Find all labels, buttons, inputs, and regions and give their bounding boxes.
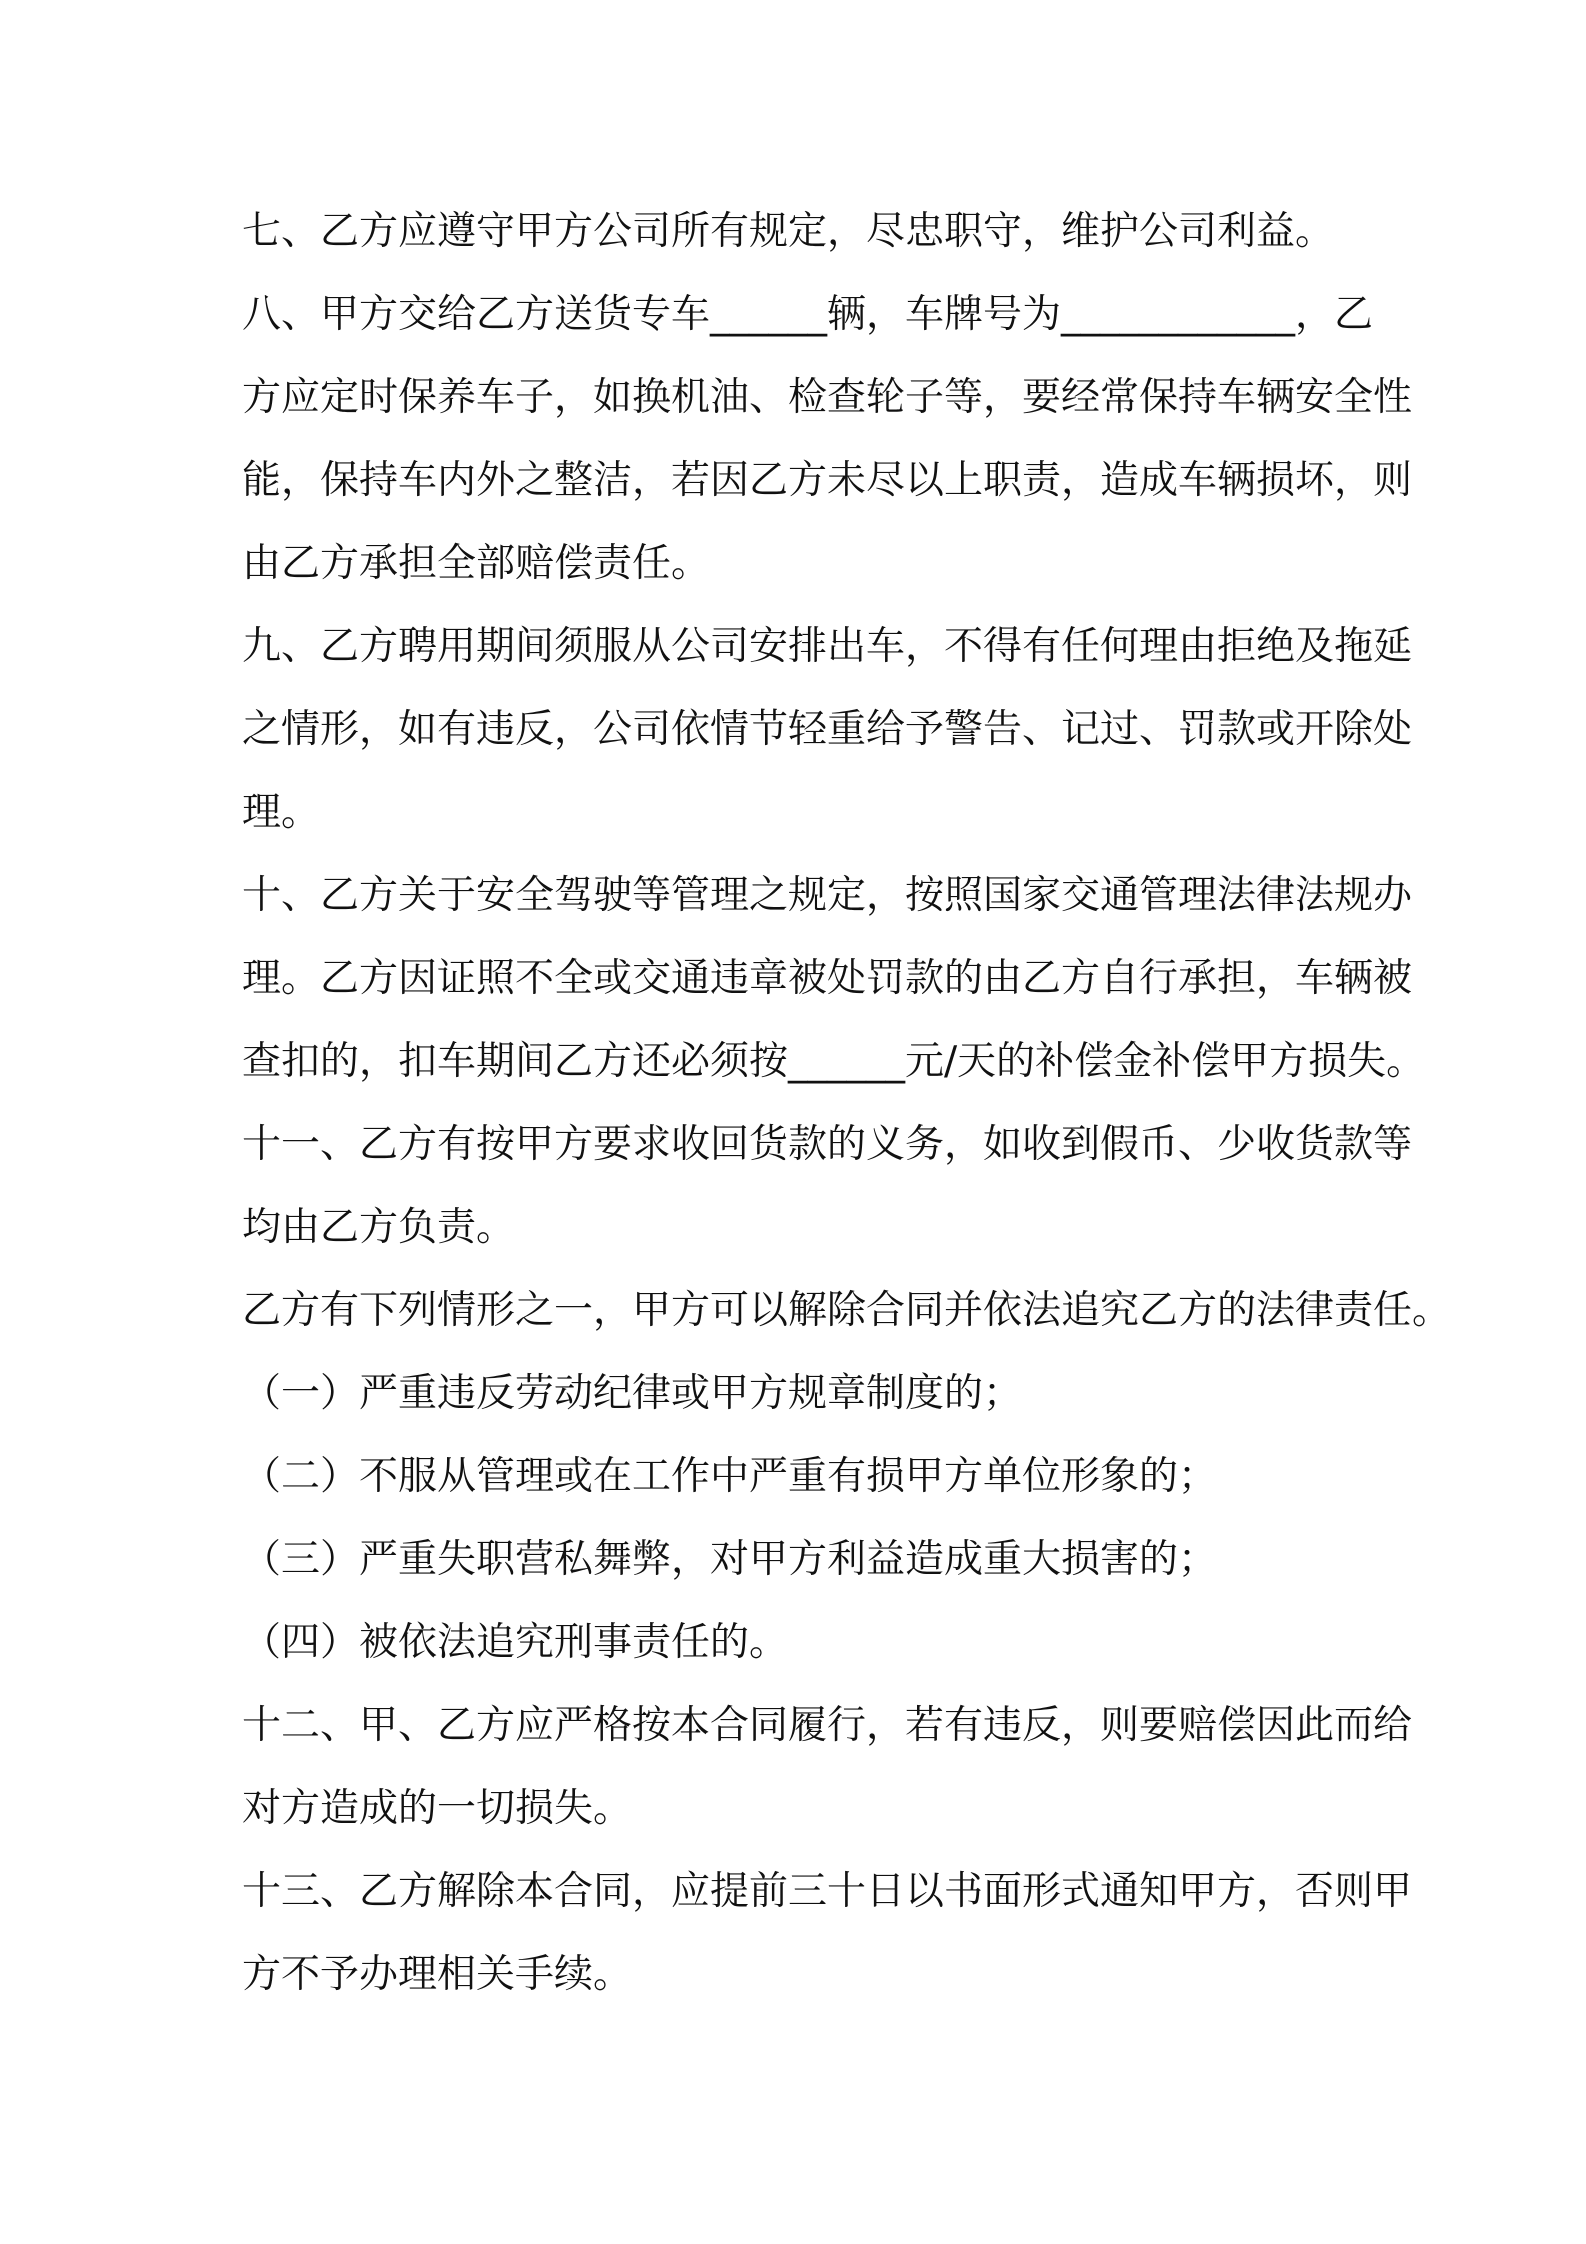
termination-item-3: （三）严重失职营私舞弊，对甲方利益造成重大损害的； (242, 1537, 1218, 1582)
clause-11-line-2: 均由乙方负责。 (242, 1205, 516, 1250)
clause-9-line-3: 理。 (242, 790, 321, 835)
clause-9-line-2: 之情形，如有违反，公司依情节轻重给予警告、记过、罚款或开除处 (242, 707, 1413, 752)
clause-12-line-1: 十二、甲、乙方应严格按本合同履行，若有违反，则要赔偿因此而给 (242, 1703, 1413, 1748)
clause-11-line-1: 十一、乙方有按甲方要求收回货款的义务，如收到假币、少收货款等 (242, 1122, 1413, 1167)
clause-10-line-2: 理。乙方因证照不全或交通违章被处罚款的由乙方自行承担，车辆被 (242, 956, 1413, 1001)
clause-7-line-1: 七、乙方应遵守甲方公司所有规定，尽忠职守，维护公司利益。 (242, 209, 1335, 254)
clause-13-line-2: 方不予办理相关手续。 (242, 1952, 633, 1997)
clause-8-line-4: 由乙方承担全部赔偿责任。 (242, 541, 711, 586)
termination-item-1: （一）严重违反劳动纪律或甲方规章制度的； (242, 1371, 1023, 1416)
clause-10-line-1: 十、乙方关于安全驾驶等管理之规定，按照国家交通管理法律法规办 (242, 873, 1413, 918)
clause-8-line-3: 能，保持车内外之整洁，若因乙方未尽以上职责，造成车辆损坏，则 (242, 458, 1413, 503)
clause-13-line-1: 十三、乙方解除本合同，应提前三十日以书面形式通知甲方，否则甲 (242, 1869, 1413, 1914)
document-body (242, 190, 1452, 2016)
termination-item-2: （二）不服从管理或在工作中严重有损甲方单位形象的； (242, 1454, 1218, 1499)
clause-8-line-1: 八、甲方交给乙方送货专车______辆，车牌号为____________，乙 (242, 292, 1374, 337)
termination-item-4: （四）被依法追究刑事责任的。 (242, 1620, 789, 1665)
clause-9-line-1: 九、乙方聘用期间须服从公司安排出车，不得有任何理由拒绝及拖延 (242, 624, 1413, 669)
clause-10-line-3: 查扣的，扣车期间乙方还必须按______元/天的补偿金补偿甲方损失。 (242, 1039, 1426, 1084)
termination-intro: 乙方有下列情形之一，甲方可以解除合同并依法追究乙方的法律责任。 (242, 1288, 1452, 1333)
clause-12-line-2: 对方造成的一切损失。 (242, 1786, 633, 1831)
clause-8-line-2: 方应定时保养车子，如换机油、检查轮子等，要经常保持车辆安全性 (242, 375, 1413, 420)
